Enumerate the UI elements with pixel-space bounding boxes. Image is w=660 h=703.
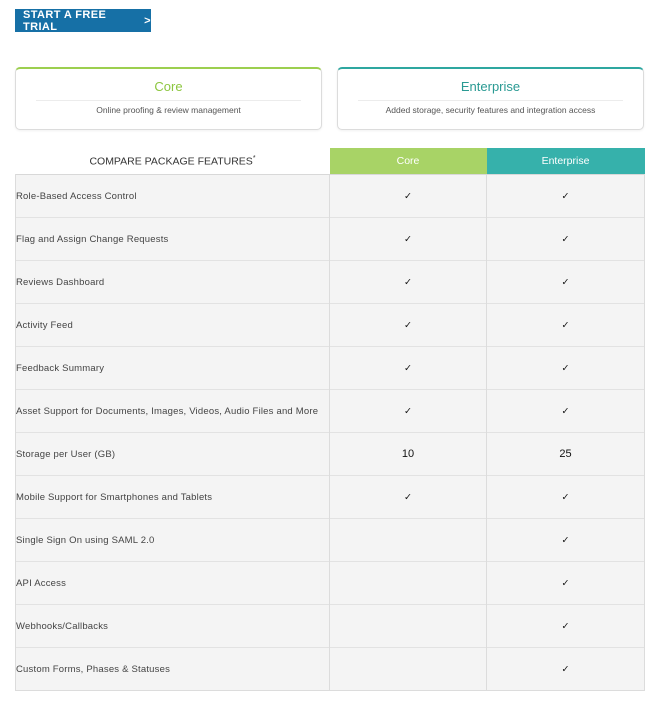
enterprise-value: ✓	[487, 261, 645, 304]
package-card-core	[15, 67, 322, 130]
enterprise-value: ✓	[487, 304, 645, 347]
core-value	[330, 519, 487, 562]
enterprise-value: ✓	[487, 476, 645, 519]
feature-name: Activity Feed	[16, 304, 330, 347]
core-value: ✓	[330, 218, 487, 261]
core-value	[330, 648, 487, 691]
enterprise-value: ✓	[487, 175, 645, 218]
feature-name: Flag and Assign Change Requests	[16, 218, 330, 261]
table-row	[16, 476, 645, 519]
table-row	[16, 218, 645, 261]
core-value	[330, 605, 487, 648]
table-row	[16, 261, 645, 304]
feature-name: Webhooks/Callbacks	[16, 605, 330, 648]
core-value	[330, 562, 487, 605]
feature-name: Custom Forms, Phases & Statuses	[16, 648, 330, 691]
enterprise-value: ✓	[487, 562, 645, 605]
table-row	[16, 390, 645, 433]
core-value: ✓	[330, 304, 487, 347]
compare-heading-mark: *	[252, 154, 256, 162]
feature-comparison-table	[15, 148, 645, 691]
core-value: ✓	[330, 390, 487, 433]
table-row	[16, 175, 645, 218]
feature-name: Single Sign On using SAML 2.0	[16, 519, 330, 562]
core-value: 10	[330, 433, 487, 476]
start-free-trial-label: START A FREE TRIAL	[23, 8, 107, 33]
start-free-trial-button[interactable]	[15, 9, 151, 32]
core-value: ✓	[330, 261, 487, 304]
feature-name: Mobile Support for Smartphones and Tablets	[16, 476, 330, 519]
table-row	[16, 433, 645, 476]
enterprise-value: ✓	[487, 605, 645, 648]
feature-name: Role-Based Access Control	[16, 175, 330, 218]
package-divider	[358, 100, 623, 101]
table-row	[16, 347, 645, 390]
enterprise-value: 25	[487, 433, 645, 476]
enterprise-value: ✓	[487, 218, 645, 261]
column-header-core: Core	[330, 148, 487, 175]
core-value: ✓	[330, 476, 487, 519]
package-name-enterprise: Enterprise	[460, 79, 521, 94]
compare-heading	[16, 148, 330, 175]
table-header-row	[16, 148, 645, 175]
enterprise-value: ✓	[487, 390, 645, 433]
table-row	[16, 562, 645, 605]
feature-name: Feedback Summary	[16, 347, 330, 390]
package-name-core: Core	[154, 79, 183, 94]
enterprise-value: ✓	[487, 347, 645, 390]
feature-name: Reviews Dashboard	[16, 261, 330, 304]
compare-heading-text: COMPARE PACKAGE FEATURES	[89, 155, 253, 168]
package-desc-core: Online proofing & review management	[96, 105, 241, 115]
table-row	[16, 648, 645, 691]
feature-name: Asset Support for Documents, Images, Videos, Audio Files and More	[16, 390, 330, 433]
enterprise-value: ✓	[487, 648, 645, 691]
chevron-right-icon: >	[144, 14, 151, 27]
column-header-enterprise: Enterprise	[487, 148, 645, 175]
package-desc-enterprise: Added storage, security features and integration access	[385, 105, 596, 115]
feature-name: API Access	[16, 562, 330, 605]
table-row	[16, 605, 645, 648]
enterprise-value: ✓	[487, 519, 645, 562]
core-value: ✓	[330, 175, 487, 218]
core-value: ✓	[330, 347, 487, 390]
package-divider	[36, 100, 301, 101]
table-row	[16, 519, 645, 562]
feature-name: Storage per User (GB)	[16, 433, 330, 476]
package-card-enterprise	[337, 67, 644, 130]
table-row	[16, 304, 645, 347]
